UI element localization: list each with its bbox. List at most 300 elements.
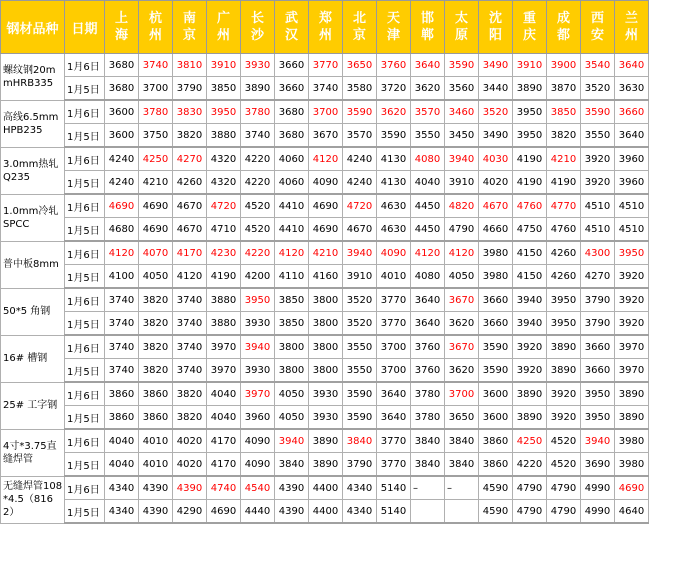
header-city-top-char: 北 [352,11,366,26]
date-cell: 1月5日 [65,453,105,477]
header-city-10 [445,1,479,54]
price-cell: 4520 [241,218,275,242]
price-cell: 4790 [547,476,581,500]
price-cell: 3660 [479,312,513,336]
price-cell: 3740 [173,335,207,359]
date-cell: 1月6日 [65,147,105,171]
price-cell: 4820 [445,194,479,218]
table-row [1,124,649,148]
price-cell: 3890 [309,429,343,453]
price-cell: 4410 [275,194,309,218]
category-cell: 4寸*3.75直缝焊管 [1,429,65,476]
price-cell: 4410 [275,218,309,242]
price-cell: 4090 [241,453,275,477]
price-cell: 4660 [479,218,513,242]
price-cell: 3740 [173,288,207,312]
price-cell: 4740 [207,476,241,500]
price-cell: 3800 [309,335,343,359]
table-row [1,500,649,524]
table-row [1,100,649,124]
price-cell: 3860 [139,382,173,406]
date-cell: 1月6日 [65,429,105,453]
price-cell: 3660 [581,359,615,383]
price-cell: 4770 [547,194,581,218]
table-row [1,218,649,242]
date-cell: 1月6日 [65,100,105,124]
price-cell: 4050 [445,265,479,289]
price-cell: 3970 [615,359,649,383]
price-cell: 3970 [615,335,649,359]
price-cell: 3910 [445,171,479,195]
price-cell: 3600 [479,406,513,430]
price-cell: 3520 [581,77,615,101]
table-row [1,406,649,430]
price-cell [445,500,479,524]
price-cell: 4670 [343,218,377,242]
price-cell: 3950 [513,100,547,124]
price-cell: 3850 [547,100,581,124]
price-cell: 3770 [309,54,343,77]
price-cell: 3660 [581,335,615,359]
price-cell: 3900 [547,54,581,77]
price-cell: 3950 [547,312,581,336]
price-cell: 3980 [615,429,649,453]
price-cell: 3950 [241,288,275,312]
price-cell: 3780 [411,382,445,406]
price-cell: 3950 [615,241,649,265]
header-city-top-char: 郑 [318,11,332,26]
price-cell: 3740 [139,54,173,77]
price-cell: 3660 [615,100,649,124]
header-city-top-char: 长 [250,11,264,26]
price-cell: 3640 [411,288,445,312]
price-cell: 3460 [445,100,479,124]
price-cell: 3950 [581,406,615,430]
price-cell: 3590 [343,406,377,430]
price-cell: 3790 [581,288,615,312]
price-cell: 4270 [173,147,207,171]
price-cell: 3950 [547,288,581,312]
price-cell: 3780 [411,406,445,430]
price-cell: 4250 [513,429,547,453]
price-cell: 4150 [513,265,547,289]
price-cell: 4720 [207,194,241,218]
price-cell: 3940 [513,312,547,336]
price-cell: 4340 [105,476,139,500]
price-cell: 3830 [173,100,207,124]
price-cell: 4760 [513,194,547,218]
price-cell: 4210 [309,241,343,265]
price-cell: 4020 [173,429,207,453]
date-cell: 1月6日 [65,194,105,218]
table-row [1,171,649,195]
price-cell: 4170 [173,241,207,265]
price-cell: 4270 [581,265,615,289]
price-cell: 3920 [581,171,615,195]
price-cell: 3800 [275,359,309,383]
price-cell: 3880 [207,312,241,336]
header-city-8 [377,1,411,54]
date-cell: 1月5日 [65,171,105,195]
table-row [1,77,649,101]
price-cell: 3920 [581,147,615,171]
price-cell: 3890 [513,406,547,430]
date-cell: 1月5日 [65,218,105,242]
price-cell: 3790 [581,312,615,336]
price-cell: 4630 [377,218,411,242]
price-cell: 3870 [547,77,581,101]
header-city-bottom-char: 原 [454,28,468,43]
price-cell: 4010 [139,453,173,477]
price-cell: 4240 [105,171,139,195]
table-row [1,147,649,171]
price-cell: 3950 [207,100,241,124]
price-cell: 4120 [105,241,139,265]
price-cell: 4090 [309,171,343,195]
price-cell: 3660 [479,288,513,312]
price-cell: 3670 [445,335,479,359]
table-row [1,382,649,406]
price-cell: 3760 [411,359,445,383]
price-cell: 3660 [275,54,309,77]
price-cell: 4010 [377,265,411,289]
header-city-bottom-char: 都 [556,28,570,43]
price-cell: 4170 [207,453,241,477]
price-cell: 3910 [343,265,377,289]
price-cell: 4340 [343,476,377,500]
date-cell: 1月5日 [65,265,105,289]
price-cell: 3640 [615,54,649,77]
price-cell: 3930 [309,382,343,406]
price-cell: 3920 [615,312,649,336]
price-cell: 4670 [479,194,513,218]
price-cell: 3740 [105,359,139,383]
price-cell: 3840 [411,429,445,453]
date-cell: 1月5日 [65,359,105,383]
header-date: 日期 [65,1,105,54]
price-cell: 3920 [615,265,649,289]
header-city-bottom-char: 海 [114,28,128,43]
price-cell: 3940 [513,288,547,312]
price-cell: 4520 [241,194,275,218]
price-cell: 4040 [207,382,241,406]
price-cell: 3840 [445,429,479,453]
price-cell: 4060 [275,171,309,195]
table-row [1,194,649,218]
price-cell: 3740 [105,335,139,359]
table-row [1,359,649,383]
price-cell: 3850 [275,312,309,336]
price-cell: 3700 [139,77,173,101]
price-cell: 4220 [241,147,275,171]
header-city-bottom-char: 京 [352,28,366,43]
price-cell: 4690 [139,194,173,218]
price-cell: 3820 [139,335,173,359]
price-cell: 3800 [309,312,343,336]
price-cell: 4590 [479,500,513,524]
price-cell: 3890 [615,406,649,430]
price-cell: 4070 [139,241,173,265]
header-city-bottom-char: 阳 [488,28,502,43]
price-cell: 4260 [173,171,207,195]
header-city-1 [139,1,173,54]
price-cell: 3840 [411,453,445,477]
date-cell: 1月6日 [65,382,105,406]
price-cell: 4320 [207,147,241,171]
price-cell: 4020 [173,453,207,477]
category-cell: 无缝焊管108*4.5（8162） [1,476,65,523]
price-cell: 4240 [343,147,377,171]
price-cell: 3770 [377,288,411,312]
price-cell: 3590 [377,124,411,148]
price-cell: 3550 [581,124,615,148]
price-cell: 4400 [309,476,343,500]
header-city-bottom-char: 郸 [420,28,434,43]
price-cell: 3550 [343,335,377,359]
price-cell: 4760 [547,218,581,242]
header-city-13 [547,1,581,54]
price-cell: 3450 [445,124,479,148]
price-cell: 3690 [581,453,615,477]
price-cell: 3720 [377,77,411,101]
price-cell: 3550 [411,124,445,148]
price-cell: 3860 [139,406,173,430]
header-city-5 [275,1,309,54]
header-city-top-char: 重 [522,11,536,26]
header-city-bottom-char: 京 [182,28,196,43]
price-cell: 3920 [547,382,581,406]
price-cell: 3930 [241,312,275,336]
price-cell: 4630 [377,194,411,218]
price-cell: 4190 [513,147,547,171]
price-cell: 3620 [377,100,411,124]
price-cell: 4260 [547,241,581,265]
price-cell: 3570 [411,100,445,124]
price-cell: 3490 [479,54,513,77]
price-cell: 3740 [105,312,139,336]
price-cell: 4510 [581,218,615,242]
price-cell: – [445,476,479,500]
price-cell: 3920 [547,406,581,430]
table-row [1,312,649,336]
price-cell: 3550 [343,359,377,383]
header-city-top-char: 沈 [488,11,502,26]
header-city-bottom-char: 汉 [284,28,298,43]
price-cell: 4120 [309,147,343,171]
header-city-6 [309,1,343,54]
header-city-4 [241,1,275,54]
price-cell: 3640 [411,54,445,77]
header-city-top-char: 杭 [148,11,162,26]
price-cell: 3590 [581,100,615,124]
date-cell: 1月5日 [65,124,105,148]
table-body [1,54,649,524]
price-cell: 3630 [615,77,649,101]
price-cell: 3850 [207,77,241,101]
price-cell: 4390 [275,500,309,524]
price-cell: 3940 [581,429,615,453]
date-cell: 1月6日 [65,335,105,359]
price-cell: 4080 [411,265,445,289]
price-cell: 3620 [411,77,445,101]
price-cell: 3880 [207,288,241,312]
price-cell: 3700 [445,382,479,406]
price-cell: 4050 [275,406,309,430]
header-category: 钢材品种 [1,1,65,54]
price-cell: 4240 [105,147,139,171]
category-cell: 螺纹钢20mmHRB335 [1,54,65,101]
price-cell: 3890 [547,359,581,383]
table-row [1,288,649,312]
price-cell: 4400 [309,500,343,524]
price-cell: 4690 [105,194,139,218]
price-cell: 3440 [479,77,513,101]
price-cell: 3860 [105,382,139,406]
price-cell: 4520 [547,429,581,453]
price-cell: 3620 [445,359,479,383]
header-city-top-char: 兰 [624,11,638,26]
date-cell: 1月6日 [65,241,105,265]
price-cell: 4320 [207,171,241,195]
price-cell: 3810 [173,54,207,77]
price-cell: 3840 [445,453,479,477]
price-cell: 4290 [173,500,207,524]
price-cell: 4230 [207,241,241,265]
price-cell: 3670 [309,124,343,148]
price-cell: 4190 [207,265,241,289]
price-cell: 3950 [581,382,615,406]
price-cell: 4110 [275,265,309,289]
price-cell: 3860 [105,406,139,430]
price-cell: 3930 [241,54,275,77]
price-cell: 4790 [513,500,547,524]
price-cell: 3920 [513,335,547,359]
price-cell: 3680 [105,77,139,101]
price-cell: 4690 [615,476,649,500]
table-row [1,54,649,77]
price-cell: 3820 [139,288,173,312]
price-cell: 3590 [445,54,479,77]
price-cell: 4160 [309,265,343,289]
price-cell: 3740 [309,77,343,101]
price-cell: 3940 [275,429,309,453]
date-cell: 1月5日 [65,77,105,101]
price-cell: 3640 [411,312,445,336]
price-cell: 3750 [139,124,173,148]
date-cell: 1月6日 [65,476,105,500]
category-cell: 3.0mm热轧Q235 [1,147,65,194]
price-cell: 3820 [139,312,173,336]
table-row [1,241,649,265]
price-cell: 3740 [173,359,207,383]
price-cell: 3700 [377,335,411,359]
header-city-top-char: 成 [556,11,570,26]
price-cell: 3890 [309,453,343,477]
price-cell: 4750 [513,218,547,242]
date-cell: 1月6日 [65,288,105,312]
date-cell: 1月6日 [65,54,105,77]
price-cell: 4040 [207,406,241,430]
price-cell: 3620 [445,312,479,336]
price-cell: 3770 [377,453,411,477]
price-cell: 4640 [615,500,649,524]
price-cell: 3880 [207,124,241,148]
price-cell: 3960 [615,171,649,195]
category-cell: 普中板8mm [1,241,65,288]
price-cell: 4690 [309,218,343,242]
price-cell: 4040 [105,453,139,477]
header-city-3 [207,1,241,54]
header-city-top-char: 邯 [420,11,434,26]
price-cell: 4990 [581,500,615,524]
price-cell: 3520 [343,312,377,336]
header-city-top-char: 广 [216,11,230,26]
header-city-11 [479,1,513,54]
header-city-bottom-char: 州 [624,28,638,43]
price-cell: 4670 [173,218,207,242]
price-cell: 3890 [513,382,547,406]
price-cell: 3700 [309,100,343,124]
price-cell: – [411,476,445,500]
price-cell: 3800 [309,359,343,383]
price-cell: 3820 [139,359,173,383]
price-cell: 3640 [377,382,411,406]
price-cell: 4120 [275,241,309,265]
price-cell: 4040 [105,429,139,453]
date-cell: 1月5日 [65,406,105,430]
price-cell: 3910 [513,54,547,77]
price-cell: 4190 [513,171,547,195]
price-cell: 4300 [581,241,615,265]
price-cell: 3800 [309,288,343,312]
category-cell: 16# 槽钢 [1,335,65,382]
price-cell: 4390 [139,500,173,524]
header-city-0 [105,1,139,54]
price-cell: 3780 [139,100,173,124]
price-cell: 4170 [207,429,241,453]
header-city-top-char: 武 [284,11,298,26]
category-cell: 高线6.5mmHPB235 [1,100,65,147]
price-cell: 3570 [343,124,377,148]
price-cell: 4510 [581,194,615,218]
header-city-top-char: 南 [182,11,196,26]
price-cell [411,500,445,524]
price-cell: 3580 [343,77,377,101]
header-city-7 [343,1,377,54]
price-cell: 4220 [241,171,275,195]
date-cell: 1月5日 [65,312,105,336]
price-cell: 4340 [343,500,377,524]
price-cell: 4510 [615,218,649,242]
price-cell: 3960 [615,147,649,171]
price-cell: 3840 [343,429,377,453]
price-cell: 4790 [513,476,547,500]
price-cell: 4450 [411,194,445,218]
price-cell: 4220 [241,241,275,265]
price-cell: 3600 [105,100,139,124]
price-cell: 3970 [207,359,241,383]
price-cell: 4520 [547,453,581,477]
price-cell: 4210 [547,147,581,171]
price-cell: 3650 [445,406,479,430]
category-cell: 50*5 角钢 [1,288,65,335]
price-cell: 3680 [105,54,139,77]
header-city-bottom-char: 州 [148,28,162,43]
category-cell: 1.0mm冷轧SPCC [1,194,65,241]
price-cell: 3760 [411,335,445,359]
price-cell: 3760 [377,54,411,77]
header-city-12 [513,1,547,54]
